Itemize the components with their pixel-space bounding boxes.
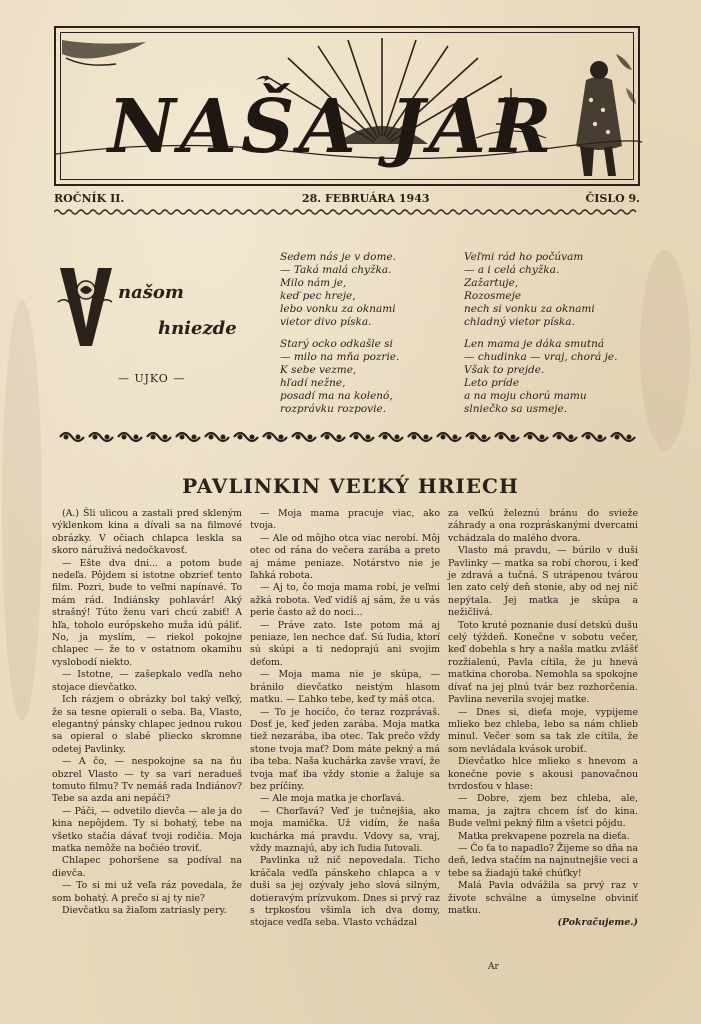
paragraph: Toto kruté poznanie dusí detskú dušu celý týždeň. Konečne v sobotu večer, keď dobehla s hry a našla matku zvlášť rozžialenú, Pavla cítila, že ju hnevá matkina choroba. Nemohla sa spokojne dívať na jej plnú tvár bez rozhorčenia. Pavlina neverila svojej matke.: [448, 619, 638, 706]
masthead: [54, 26, 640, 186]
paragraph: Matka prekvapene pozrela na dieťa.: [458, 830, 630, 842]
paragraph: — Moja mama nie je skúpa, — bránilo dievčatko neistým hlasom matku. — Ľahko tebe, keď ty máš otca.: [250, 669, 440, 706]
issue-info-row: [54, 192, 640, 208]
paragraph: — To si mi už veľa ráz povedala, že som bohatý. A prečo si aj ty nie?: [52, 880, 242, 904]
paragraph: — Práve zato. Iste potom má aj peniaze, len nechce dať. Sú ľudia, ktorí sú skúpi a ti nedoprajú ani svojim deťom.: [250, 619, 440, 668]
paragraph: — Moja mama pracuje viac, ako tvoja.: [250, 508, 440, 532]
issue-number: ČISLO 9.: [585, 192, 640, 205]
paragraph: — Istotne, — zašepkalo vedľa neho stojace dievčatko.: [52, 669, 242, 693]
poem-stanza-1: [280, 251, 396, 329]
poem-line: rozprávku rozpovie.: [280, 403, 387, 415]
poem-line: K sebe vezme,: [280, 364, 357, 376]
paragraph: — Ale od môjho otca viac nerobí. Môj otec od rána do večera zarába a preto aj máme peniaze. Notárstvo nie je ľahká robota.: [250, 532, 440, 582]
poem-line: Leto príde: [464, 377, 520, 389]
poem-line: Veľmi rád ho počúvam: [464, 251, 584, 263]
poem-heading-line2: hniezde: [158, 318, 237, 339]
poem-stanza-3: [464, 251, 595, 329]
paragraph: — Aj to, čo moja mama robí, je veľmi ažká robota. Veď vidíš aj sám, že u vás perie často až do noci...: [250, 582, 440, 619]
paragraph: Dievčatko hlce mlieko s hnevom a konečne povie s akousi panovačnou tvrdosťou v hlase:: [448, 756, 638, 792]
paragraph: — Dobre, zjem bez chleba, ale, mama, ja zajtra chcem ísť do kina. Bude veľmi pekný film a všetci pôjdu.: [448, 793, 638, 830]
poem-line: — chudinka — vraj, chorá je.: [464, 351, 618, 363]
paragraph: — Chorľavá? Veď je tučnejšia, ako moja mamička. Už vidím, že naša kuchárka má pravdu. Vdovy sa, vraj, vždy maznajú, aby ich ľudia ľutovali.: [250, 805, 440, 854]
paragraph: — Čo ťa to napadlo? Žijeme so dňa na deň, ledva stačím na najnutnejšie veci a tebe sa žiadajú také chúťky!: [448, 842, 638, 879]
continued-note: (Pokračujeme.): [557, 917, 638, 929]
paragraph: — Páči, — odvetilo dievča — ale ja do kina nepôjdem. Ty si bohatý, tebe na všetko stačia dávať tvoji rodičia. Moja matka nemôže na bočiéo troviť.: [52, 805, 242, 854]
paragraph: — Ale moja matka je chorľavá.: [260, 793, 405, 805]
ornate-letter-v-icon: [54, 262, 116, 352]
poem-line: — a i celá chyžka.: [464, 264, 560, 276]
poem-line: slniečko sa usmeje.: [464, 403, 568, 415]
article-column-3: [448, 508, 638, 930]
page-footnote: Ar: [488, 962, 499, 972]
paragraph: — Ešte dva dni... a potom bude nedeľa. Pôjdem si istotne obzrieť tento film. Pozri, bude to veľmi napínavé. To mám rád. Indiánsky pohlavár! Aký strašný! Túto ženu vari chcú zabiť! A hľa, toholo európskeho muža idú páliť. No, ja myslím, — riekol pokojne chlapec — že to v ostatnom okamihu vyslobodí niekto.: [52, 557, 242, 668]
poem-heading-line1: našom: [118, 282, 184, 303]
poem-line: chladný vietor píska.: [464, 316, 575, 328]
poem-line: Milo nám je,: [280, 277, 347, 289]
poem-line: a na moju chorú mamu: [464, 390, 587, 402]
paragraph: Ich rázjem o obrázky bol taký veľký, že sa tesne opierali o seba. Ba, Vlasto, elegantný pánsky chlapec jednou rukou sa opieral o slabé pliecko skromne odetej Pavlinky.: [52, 694, 242, 755]
paper-stain: [2, 300, 42, 720]
poem-line: Starý ocko odkašle si: [280, 338, 393, 350]
poem-line: nech si vonku za oknami: [464, 303, 595, 315]
poem-line: — Taká malá chyžka.: [280, 264, 392, 276]
paper-stain: [640, 250, 690, 450]
decorative-ornament-row: [58, 428, 638, 446]
masthead-title: NAŠA JAR: [108, 84, 556, 170]
poem-line: — milo na mňa pozrie.: [280, 351, 400, 363]
paragraph: Malá Pavla odvážila sa prvý raz v živote schválne a úmyselne obviniť matku.: [448, 880, 638, 916]
poem-line: hľadí nežne,: [280, 377, 346, 389]
paragraph: Vlasto má pravdu, — búrilo v duši Pavlinky — matka sa robí chorou, i keď je zdravá a tučná. S utrápenou tvárou len zato celý deň stonie, aby od nej nič nepýtala. Jej matka je skúpa a nežičlivá.: [448, 545, 638, 619]
paragraph: — To je hocičo, čo teraz rozprávaš. Dosť je, keď jeden zarába. Moja matka tiež nezarába, iba otec. Tak prečo vždy stone tvoja mať? Dom máte pekný a má iba teba. Naša kuchárka zavše vraví, že tvoja mať iba vždy stonie a žaluje sa bez príčiny.: [250, 706, 440, 792]
article-column-2: [250, 508, 440, 930]
poem-line: Zažartuje,: [464, 277, 519, 289]
paragraph: Pavlinka už nič nepovedala. Ticho kráčala vedľa pánskeho chlapca a v duši sa jej ozývaly jeho slová silným, dotieravým prízvukom. Dnes si prvý raz s trpkosťou všimla ich dva domy, stojace vedľa seba. Vlasto vchádzal: [250, 855, 440, 929]
poem-line: Však to prejde.: [464, 364, 545, 376]
poem-stanza-4: [464, 338, 617, 416]
poem-line: Sedem nás je v dome.: [280, 251, 397, 263]
poem-line: keď pec hreje,: [280, 290, 356, 302]
poem-line: Len mama je dáka smutná: [464, 338, 605, 350]
poem-line: vietor divo píska.: [280, 316, 372, 328]
paragraph: za veľkú železnú bránu do svieže záhrady a ona rozpráskanými dvercami vchádzala do malého dvora.: [448, 508, 638, 544]
paragraph: — Dnes si, dieťa moje, vypijeme mlieko bez chleba, lebo sa nám chlieb minul. Večer som sa tak zle cítila, že som nevládala kvások urobiť.: [448, 706, 638, 755]
issue-date: 28. FEBRUÁRA 1943: [302, 192, 430, 205]
paragraph: Chlapec pohoršene sa podíval na dievča.: [52, 855, 242, 879]
article-headline: PAVLINKIN VEĽKÝ HRIECH: [182, 474, 519, 498]
poem-line: lebo vonku za oknami: [280, 303, 396, 315]
paragraph: (A.) Šli ulicou a zastali pred skleným výklenkom kina a dívali sa na filmové obrázky. V očiach chlapca leskla sa skoro náruživá nedočkavosť.: [52, 508, 242, 557]
poem-line: posadí ma na kolenó,: [280, 390, 393, 402]
wavy-rule-top: [54, 208, 640, 216]
paragraph: Dievčatku sa žiaľom zatriasly pery.: [62, 905, 227, 916]
poem-author: — UJKO —: [118, 372, 186, 385]
poem-stanza-2: [280, 338, 399, 416]
poem-line: Rozosmeje: [464, 290, 522, 302]
volume-label: ROČNÍK II.: [54, 192, 125, 205]
paragraph: — A čo, — nespokojne sa na ňu obzrel Vlasto — ty sa vari neradueš tomuto filmu? Tv nemáš rada Indiánov? Tebe sa azda ani nepáči?: [52, 756, 242, 805]
article-column-1: [52, 508, 242, 917]
